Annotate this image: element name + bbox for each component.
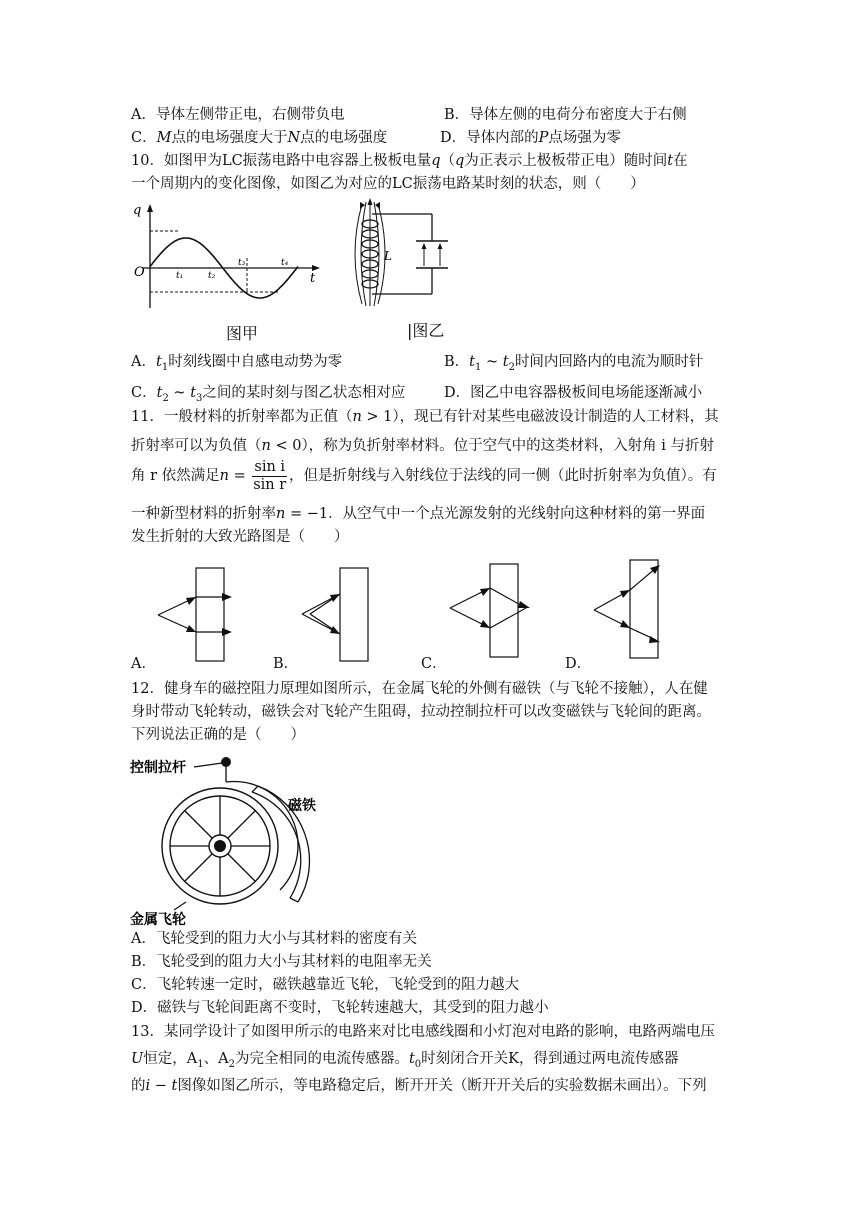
q9-option-b[interactable]: B．导体左侧的电荷分布密度大于右侧: [444, 107, 687, 123]
q11-stem-line-3: 角 r 依然满足n = $\frac{\text{sin i}}{\text{sin r}}$ ，但是折射线与入射线位于法线的同一侧（此时折射率为负值）。有: [131, 458, 717, 493]
q13-stem-line-2: U恒定，$A_1$、$A_2$为完全相同的电流传感器。$t_0$时刻闭合开关K，得到通过两电流传感器: [131, 1051, 679, 1070]
q11-option-b[interactable]: B．: [273, 656, 299, 672]
q12-option-b[interactable]: B．飞轮受到的阻力大小与其材料的电阻率无关: [131, 954, 432, 970]
coil-label: L: [384, 249, 392, 263]
q13-stem-line-1: 13．某同学设计了如图甲所示的电路来对比电感线圈和小灯泡对电路的影响，电路两端电压: [131, 1024, 715, 1040]
q10-figure-b-caption: |图乙: [407, 321, 445, 340]
q12-option-a[interactable]: A．飞轮受到的阻力大小与其材料的密度有关: [131, 931, 417, 947]
q11-option-c[interactable]: C．: [421, 656, 447, 672]
q11-option-a[interactable]: A．: [131, 656, 156, 672]
q12-option-d[interactable]: D．磁铁与飞轮间距离不变时，飞轮转速越大，其受到的阻力越小: [131, 1000, 549, 1016]
origin-label: O: [134, 265, 145, 280]
q12-stem-line-3: 下列说法正确的是（ ）: [131, 727, 305, 743]
q11-stem-line-4: 一种新型材料的折射率n = −1．从空气中一个点光源发射的光线射向这种材料的第一界面: [131, 506, 706, 522]
q10-option-c[interactable]: C．$t_2$ ~ $t_3$之间的某时刻与图乙状态相对应: [131, 385, 406, 404]
magnet-label: 磁铁: [288, 798, 316, 814]
q9-option-a[interactable]: A．导体左侧带正电，右侧带负电: [131, 107, 345, 123]
q11-option-c-diagram[interactable]: [446, 564, 536, 659]
q-axis-label: q: [133, 203, 142, 218]
q10-figure-a-graph: [128, 198, 328, 318]
q9-option-c[interactable]: C．M点的电场强度大于N点的电场强度: [131, 130, 388, 146]
q-axis-arrow: [147, 204, 153, 212]
tick-t4: t₄: [281, 258, 289, 268]
q10-figure-a-caption: 图甲: [226, 324, 259, 343]
q12-figure-flywheel: [130, 752, 350, 927]
q10-stem-line-1: 10．如图甲为LC振荡电路中电容器上极板电量q（q为正表示上极板带正电）随时间t在: [131, 153, 688, 169]
tick-t3: t₃: [238, 258, 246, 268]
q10-option-b[interactable]: B．$t_1$ ~ $t_2$时间内回路内的电流为顺时针: [444, 354, 704, 373]
snell-fraction: $\frac{\text{sin i}}{\text{sin r}}$: [253, 458, 287, 493]
q10-option-d[interactable]: D．图乙中电容器极板间电场能逐渐减小: [444, 385, 703, 401]
q10-figure-b-circuit: [348, 198, 458, 308]
q11-option-d[interactable]: D．: [565, 656, 592, 672]
q12-stem-line-2: 身时带动飞轮转动，磁铁会对飞轮产生阻碍，拉动控制拉杆可以改变磁铁与飞轮间的距离。: [131, 704, 711, 720]
q11-stem-line-5: 发生折射的大致光路图是（ ）: [131, 529, 349, 545]
q10-stem-line-2: 一个周期内的变化图像，如图乙为对应的LC振荡电路某时刻的状态，则（ ）: [131, 176, 645, 192]
t-axis-label: t: [310, 271, 316, 286]
q11-option-d-diagram[interactable]: [592, 560, 682, 660]
tick-t2: t₂: [208, 271, 216, 281]
q12-option-c[interactable]: C．飞轮转速一定时，磁铁越靠近飞轮，飞轮受到的阻力越大: [131, 977, 520, 993]
flywheel-axle: [214, 840, 226, 852]
q13-stem-line-3: 的i − t图像如图乙所示，等电路稳定后，断开开关（断开开关后的实验数据未画出）。下列: [131, 1078, 707, 1094]
control-rod-label: 控制拉杆: [130, 760, 186, 776]
q11-stem-line-2: 折射率可以为负值（n < 0），称为负折射率材料。位于空气中的这类材料，入射角 i 与折射: [131, 438, 715, 454]
q12-stem-line-1: 12．健身车的磁控阻力原理如图所示，在金属飞轮的外侧有磁铁（与飞轮不接触），人在健: [131, 681, 708, 697]
q11-option-a-diagram[interactable]: [152, 568, 242, 663]
magnetic-field-lines: [355, 200, 385, 306]
q10-option-a[interactable]: A．$t_1$时刻线圈中自感电动势为零: [131, 354, 343, 373]
q11-stem-line-1: 11．一般材料的折射率都为正值（n > 1），现已有针对某些电磁波设计制造的人工材料，其: [131, 409, 719, 425]
tick-t1: t₁: [176, 271, 184, 281]
control-rod: [194, 763, 222, 767]
q9-option-d[interactable]: D．导体内部的P点场强为零: [440, 130, 621, 146]
q11-option-b-diagram[interactable]: [298, 568, 388, 663]
flywheel-label: 金属飞轮: [130, 912, 186, 928]
